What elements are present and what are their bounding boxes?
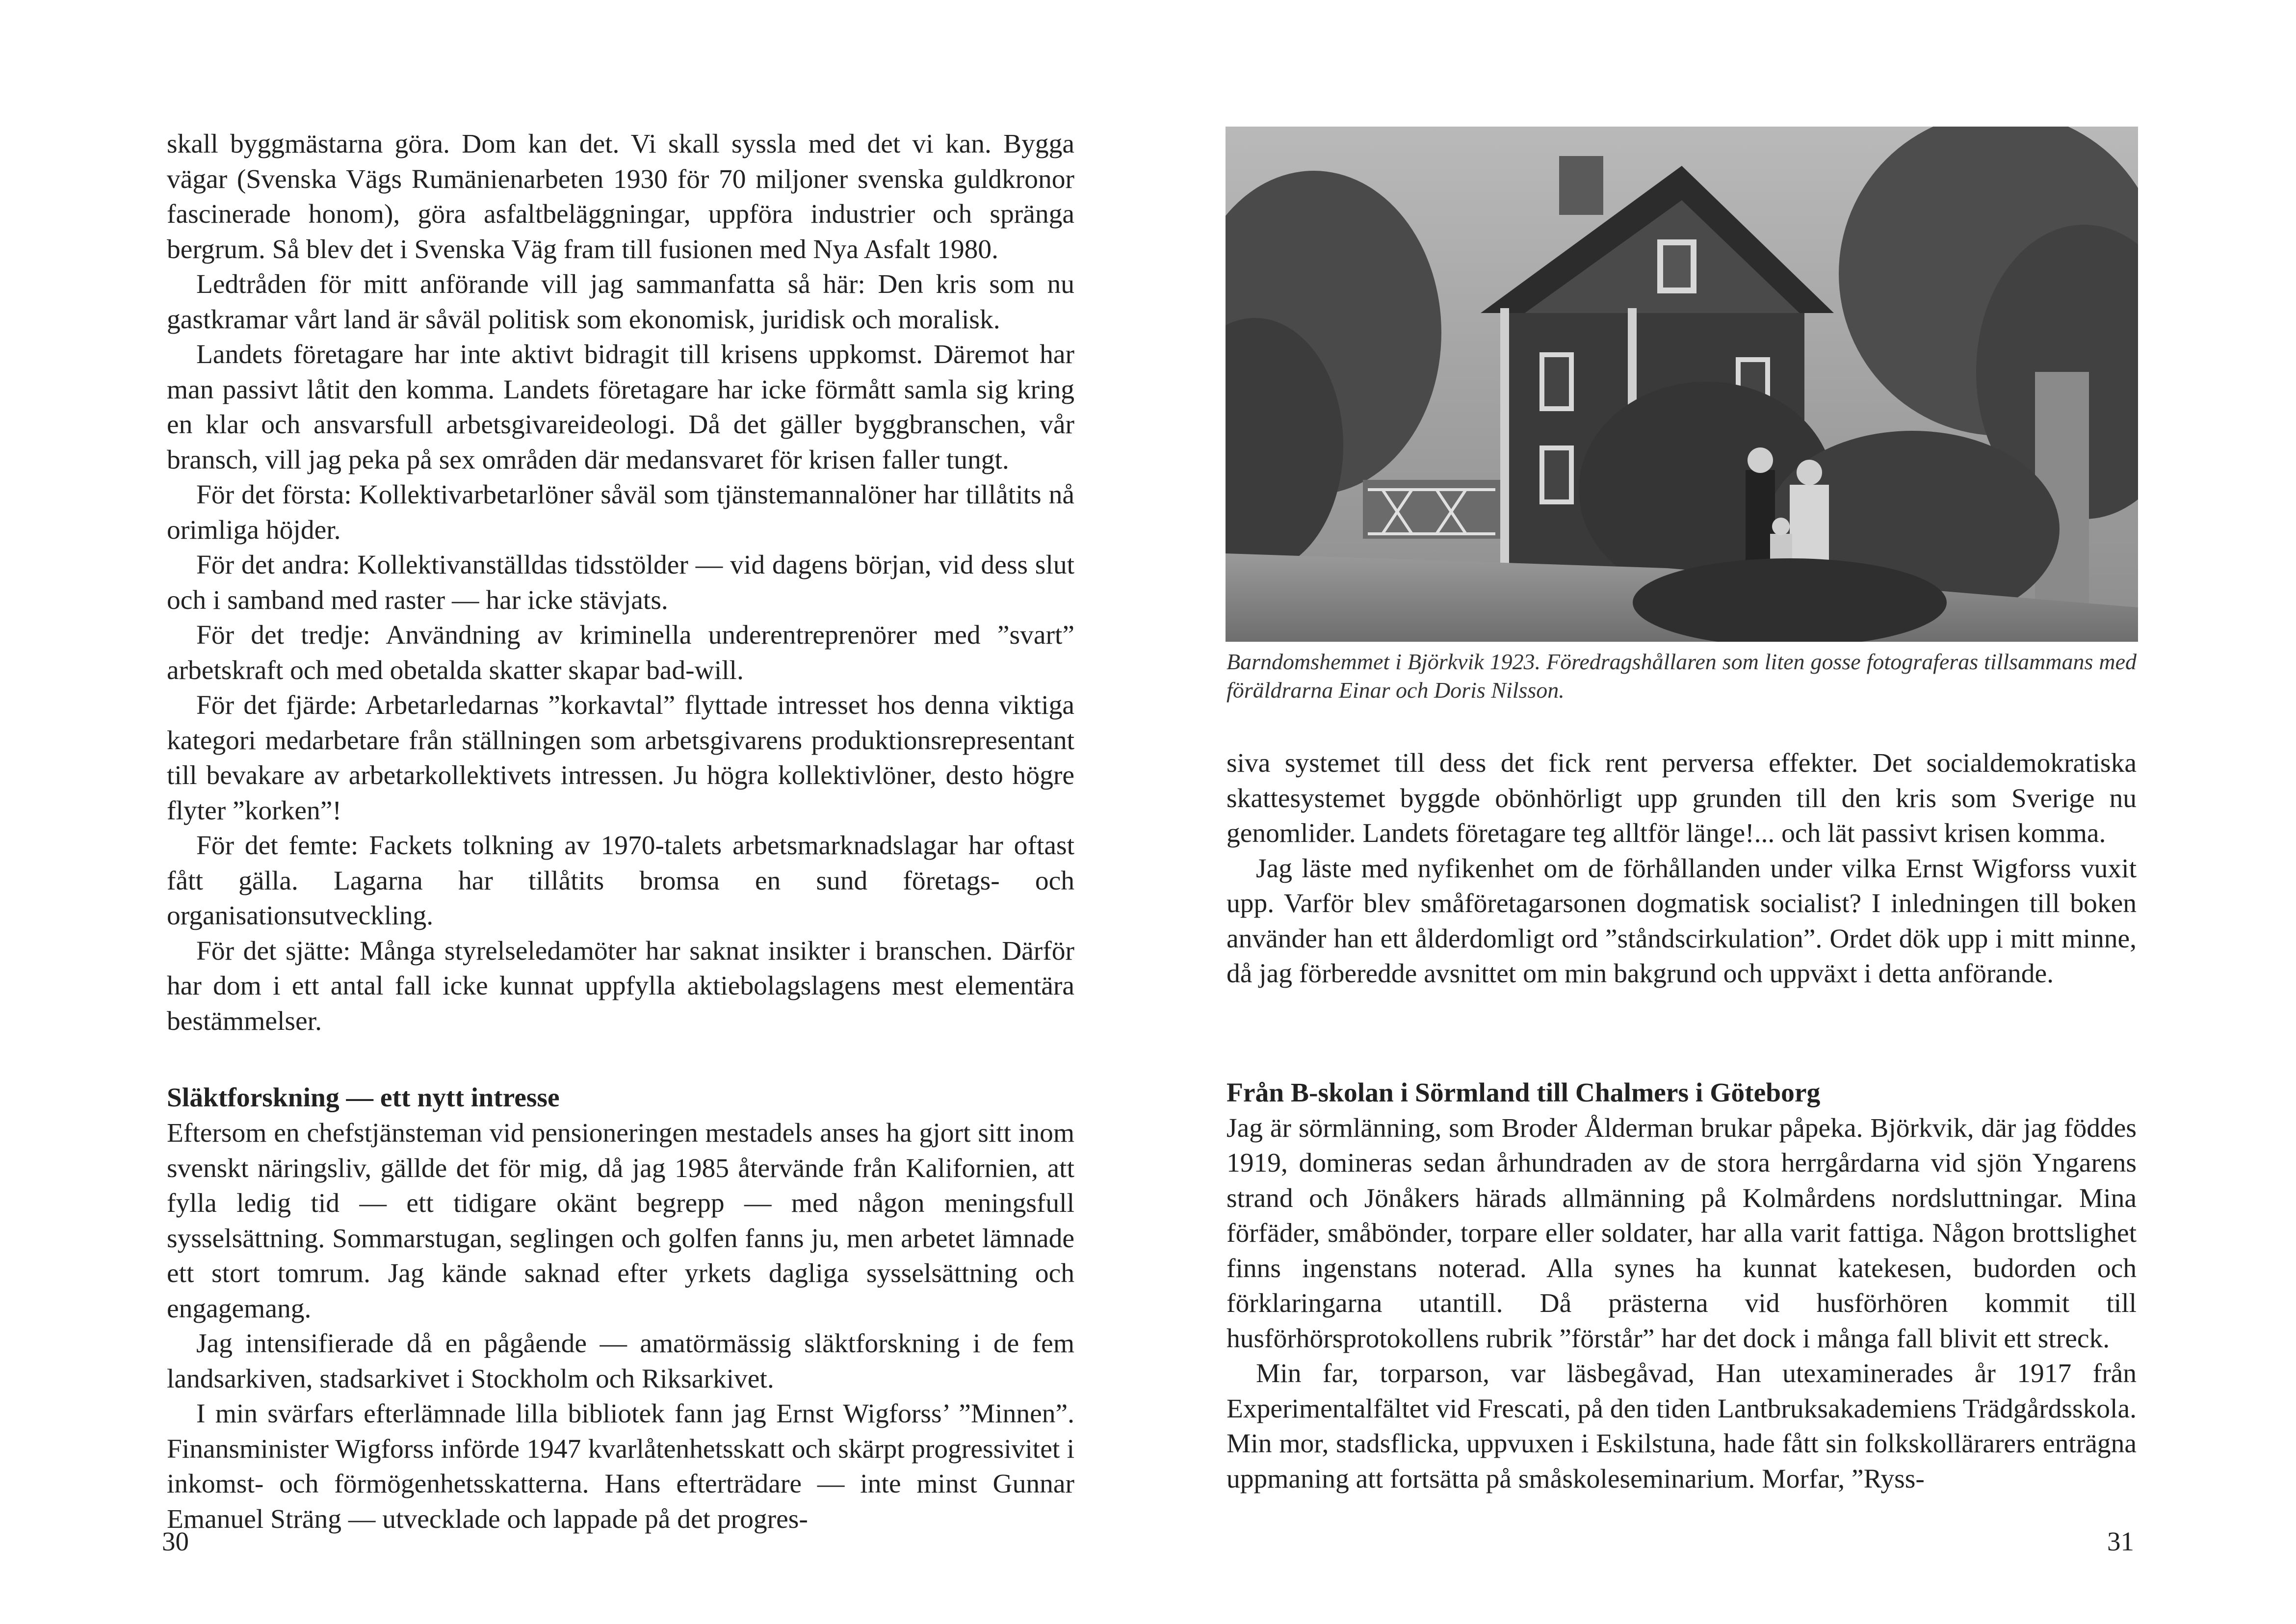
paragraph: Ledtråden för mitt anförande vill jag sammanfatta så här: Den kris som nu gastkramar vårt land är såväl politisk som ekonomisk, juridisk och moralisk. (167, 269, 1074, 335)
paragraph: För det tredje: Användning av kriminella underentreprenörer med ”svart” arbetskraft och med obetalda skatter skapar bad-will. (167, 620, 1074, 685)
photo-caption: Barndomshemmet i Björkvik 1923. Föredragshållaren som liten gosse fotograferas tillsammans med föräldrarna Einar och Doris Nilsson. (1226, 649, 2137, 703)
paragraph: siva systemet till dess det fick rent perversa effekter. Det socialdemokratiska skattesystemet byggde obönhörligt upp grunden till den kris som Sverige nu genomlider. Landets företagare teg alltför länge!... och lät passivt krisen komma. (1226, 748, 2137, 848)
house-photograph (1226, 127, 2138, 642)
paragraph: skall byggmästarna göra. Dom kan det. Vi skall syssla med det vi kan. Bygga vägar (Svenska Vägs Rumänienarbeten 1930 för 70 miljoner svenska guldkronor fascinerade honom), göra asfaltbeläggningar, uppföra industrier och spränga bergrum. Så blev det i Svenska Väg fram till fusionen med Nya Asfalt 1980. (167, 129, 1074, 264)
paragraph: För det sjätte: Många styrelseledamöter har saknat insikter i branschen. Därför har dom i ett antal fall icke kunnat uppfylla aktiebolagslagens mest elementära bestämmelser. (167, 936, 1074, 1036)
left-column-text (167, 127, 1074, 1039)
paragraph: För det andra: Kollektivanställdas tidsstölder — vid dagens början, vid dess slut och i samband med raster — har icke stävjats. (167, 550, 1074, 615)
paragraph: Jag läste med nyfikenhet om de förhållanden under vilka Ernst Wigforss vuxit upp. Varför blev småföretagarsonen dogmatisk socialist? I inledningen till boken använder han ett ålderdomligt ord ”ståndscirkulation”. Ordet dök upp i mitt minne, då jag förberedde avsnittet om min bakgrund och uppväxt i detta anförande. (1226, 853, 2137, 989)
paragraph: Jag är sörmlänning, som Broder Ålderman brukar påpeka. Björkvik, där jag föddes 1919, domineras sedan århundraden av de stora herrgårdarna vid sjön Yngarens strand och Jönåkers härads allmänning på Kolmårdens nordsluttningar. Mina förfäder, småbönder, torpare eller soldater, har alla varit fattiga. Någon brottslighet finns ingenstans noterad. Alla synes ha kunnat katekesen, budorden och förklaringarna utantill. Då prästerna vid husförhören kommit till husförhörsprotokollens rubrik ”förstår” har det dock i många fall blivit ett streck. (1226, 1113, 2137, 1354)
right-column-text-2 (1226, 1075, 2137, 1496)
page-number: 31 (2107, 1526, 2134, 1556)
paragraph: I min svärfars efterlämnade lilla bibliotek fann jag Ernst Wigforss’ ”Minnen”. Finansminister Wigforss införde 1947 kvarlåtenhetsskatt och skärpt progressivitet i inkomst- och förmögenhetsskatterna. Hans efterträdare — inte minst Gunnar Emanuel Sträng — utvecklade och lappade på det progres- (167, 1399, 1074, 1534)
paragraph: För det fjärde: Arbetarledarnas ”korkavtal” flyttade intresset hos denna viktiga kategori medarbetare från ställningen som arbetsgivarens produktionsrepresentant till bevakare av arbetarkollektivets intressen. Ju högra kollektivlöner, desto högre flyter ”korken”! (167, 690, 1074, 826)
paragraph: Min far, torparson, var läsbegåvad, Han utexaminerades år 1917 från Experimentalfältet vid Frescati, på den tiden Lantbruksakademiens Trädgårdsskola. Min mor, stadsflicka, uppvuxen i Eskilstuna, hade fått sin folkskollärarers enträgna uppmaning att fortsätta på småskoleseminarium. Morfar, ”Ryss- (1226, 1359, 2137, 1494)
right-page (1148, 0, 2296, 1624)
right-column-text (1226, 746, 2137, 992)
paragraph: För det femte: Fackets tolkning av 1970-talets arbetsmarknadslagar har oftast fått gälla. Lagarna har tillåtits bromsa en sund företags- och organisationsutveckling. (167, 831, 1074, 931)
paragraph: Eftersom en chefstjänsteman vid pensioneringen mestadels anses ha gjort sitt inom svenskt näringsliv, gällde det för mig, då jag 1985 återvände från Kalifornien, att fylla ledig tid — ett tidigare okänt begrepp — med någon meningsfull sysselsättning. Sommarstugan, seglingen och golfen fanns ju, men arbetet lämnade ett stort tomrum. Jag kände saknad efter yrkets dagliga sysselsättning och engagemang. (167, 1118, 1074, 1324)
left-column-text-2 (167, 1116, 1074, 1537)
paragraph: Jag intensifierade då en pågående — amatörmässig släktforskning i de fem landsarkiven, stadsarkivet i Stockholm och Riksarkivet. (167, 1329, 1074, 1394)
page-number: 30 (162, 1526, 189, 1556)
paragraph: Landets företagare har inte aktivt bidragit till krisens uppkomst. Däremot har man passivt låtit den komma. Landets företagare har icke förmått samla sig kring en klar och ansvarsfull arbetsgivareideologi. Då det gäller byggbranschen, vår bransch, vill jag peka på sex områden där medansvaret för krisen faller tungt. (167, 340, 1074, 475)
section-heading: Släktforskning — ett nytt intresse (167, 1083, 560, 1113)
paragraph: För det första: Kollektivarbetarlöner såväl som tjänstemannalöner har tillåtits nå orimliga höjder. (167, 480, 1074, 545)
section-heading: Från B-skolan i Sörmland till Chalmers i Göteborg (1226, 1078, 1821, 1108)
